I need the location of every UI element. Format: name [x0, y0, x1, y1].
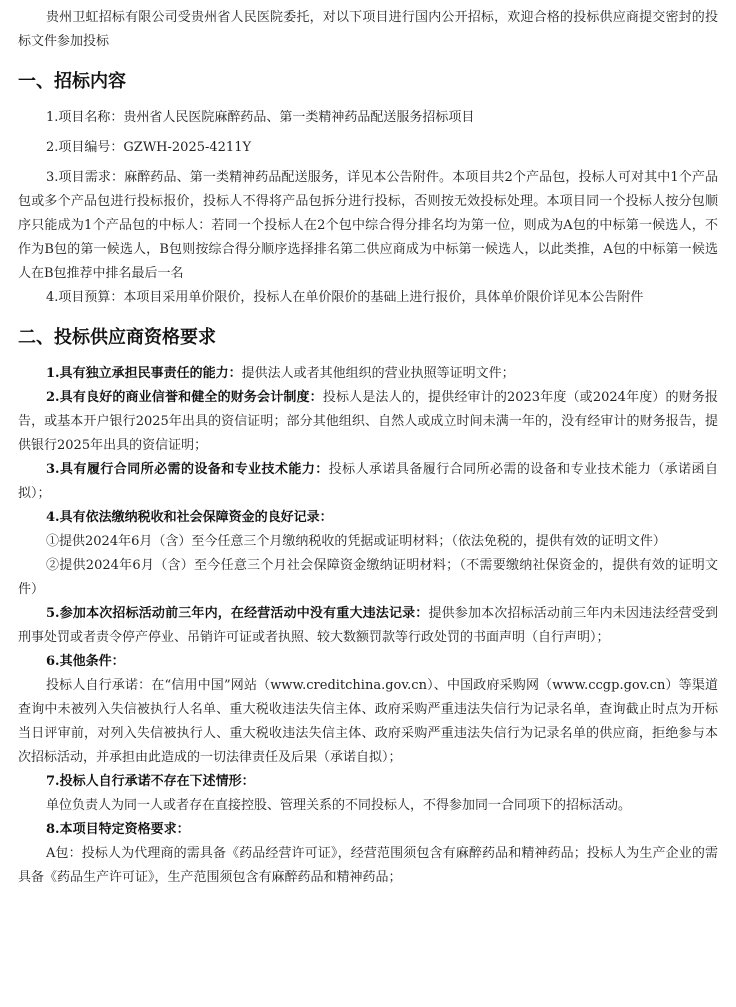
- intro-paragraph: 贵州卫虹招标有限公司受贵州省人民医院委托，对以下项目进行国内公开招标，欢迎合格的投标供应商提交密封的投标文件参加投标: [18, 10, 718, 49]
- req-1: [18, 362, 718, 386]
- req-3-label: 3.具有履行合同所必需的设备和专业技术能力：: [46, 462, 329, 477]
- req-6-label: 6.其他条件：: [46, 654, 125, 669]
- req-8-text: A包：投标人为代理商的需具备《药品经营许可证》，经营范围须包含有麻醉药品和精神药品；投标人为生产企业的需具备《药品生产许可证》，生产范围须包含有麻醉药品和精神药品；: [18, 846, 718, 885]
- req-3-text: 投标人承诺具备履行合同所必需的设备和专业技术能力（承诺函自拟）；: [18, 462, 718, 501]
- item-project-number: 2.项目编号：GZWH-2025-4211Y: [46, 140, 252, 155]
- section-2-heading: 二、投标供应商资格要求: [18, 327, 216, 348]
- item-project-name: 1.项目名称：贵州省人民医院麻醉药品、第一类精神药品配送服务招标项目: [46, 110, 475, 125]
- req-7-label: 7.投标人自行承诺不存在下述情形：: [46, 774, 255, 789]
- req-7-text: 单位负责人为同一人或者存在直接控股、管理关系的不同投标人，不得参加同一合同项下的招标活动。: [46, 798, 632, 813]
- section-1-heading: 一、招标内容: [18, 71, 126, 92]
- req-5-text: 提供参加本次招标活动前三年内未因违法经营受到刑事处罚或者责令停产停业、吊销许可证或者执照、较大数额罚款等行政处罚的书面声明（自行声明）；: [18, 606, 718, 645]
- item-project-budget: 4.项目预算：本项目采用单价限价，投标人在单价限价的基础上进行报价，具体单价限价详见本公告附件: [46, 290, 644, 305]
- item-project-requirements: 3.项目需求：麻醉药品、第一类精神药品配送服务，详见本公告附件。本项目共2个产品包，投标人可对其中1个产品包或多个产品包进行投标报价，投标人不得将产品包拆分进行投标，否则按无效投标处理。本项目同一个投标人按分包顺序只能成为1个产品包的中标人：若同一个投标人在2个包中综合得分排名均为第一位，则成为A包的中标第一候选人，不作为B包的第一候选人，B包则按综合得分顺序选择排名第二供应商成为中标第一候选人，以此类推，A包的中标第一候选人在B包推荐中排名最后一名: [18, 170, 718, 281]
- req-2: [18, 386, 718, 458]
- req-2-label: 2.具有良好的商业信誉和健全的财务会计制度：: [46, 390, 323, 405]
- req-1-label: 1.具有独立承担民事责任的能力：: [46, 366, 242, 381]
- req-5: [18, 602, 718, 650]
- req-4-label: 4.具有依法缴纳税收和社会保障资金的良好记录：: [46, 510, 333, 525]
- req-1-text: 提供法人或者其他组织的营业执照等证明文件；: [241, 366, 515, 381]
- req-6-text: 投标人自行承诺：在“信用中国”网站（www.creditchina.gov.cn）、中国政府采购网（www.ccgp.gov.cn）等渠道查询中未被列入失信被执行人名单、重大税收违法失信主体、政府采购严重违法失信行为记录名单，查询截止时点为开标当日评审前，对列入失信被执行人、重大税收违法失信主体、政府采购严重违法失信行为记录名单的供应商，拒绝参与本次招标活动，并承担由此造成的一切法律责任及后果（承诺自拟）；: [18, 678, 718, 765]
- req-4-sub-2: ②提供2024年6月（含）至今任意三个月社会保障资金缴纳证明材料；（不需要缴纳社保资金的，提供有效的证明文件）: [18, 558, 718, 597]
- req-8-label: 8.本项目特定资格要求：: [46, 822, 190, 837]
- req-2-text: 投标人是法人的，提供经审计的2023年度（或2024年度）的财务报告，或基本开户银行2025年出具的资信证明；部分其他组织、自然人或成立时间未满一年的，没有经审计的财务报告，提供银行2025年出具的资信证明；: [18, 390, 718, 453]
- req-5-label: 5.参加本次招标活动前三年内，在经营活动中没有重大违法记录：: [46, 606, 429, 621]
- req-4-sub-1: ①提供2024年6月（含）至今任意三个月缴纳税收的凭据或证明材料；（依法免税的，提供有效的证明文件）: [46, 534, 666, 549]
- req-3: [18, 458, 718, 506]
